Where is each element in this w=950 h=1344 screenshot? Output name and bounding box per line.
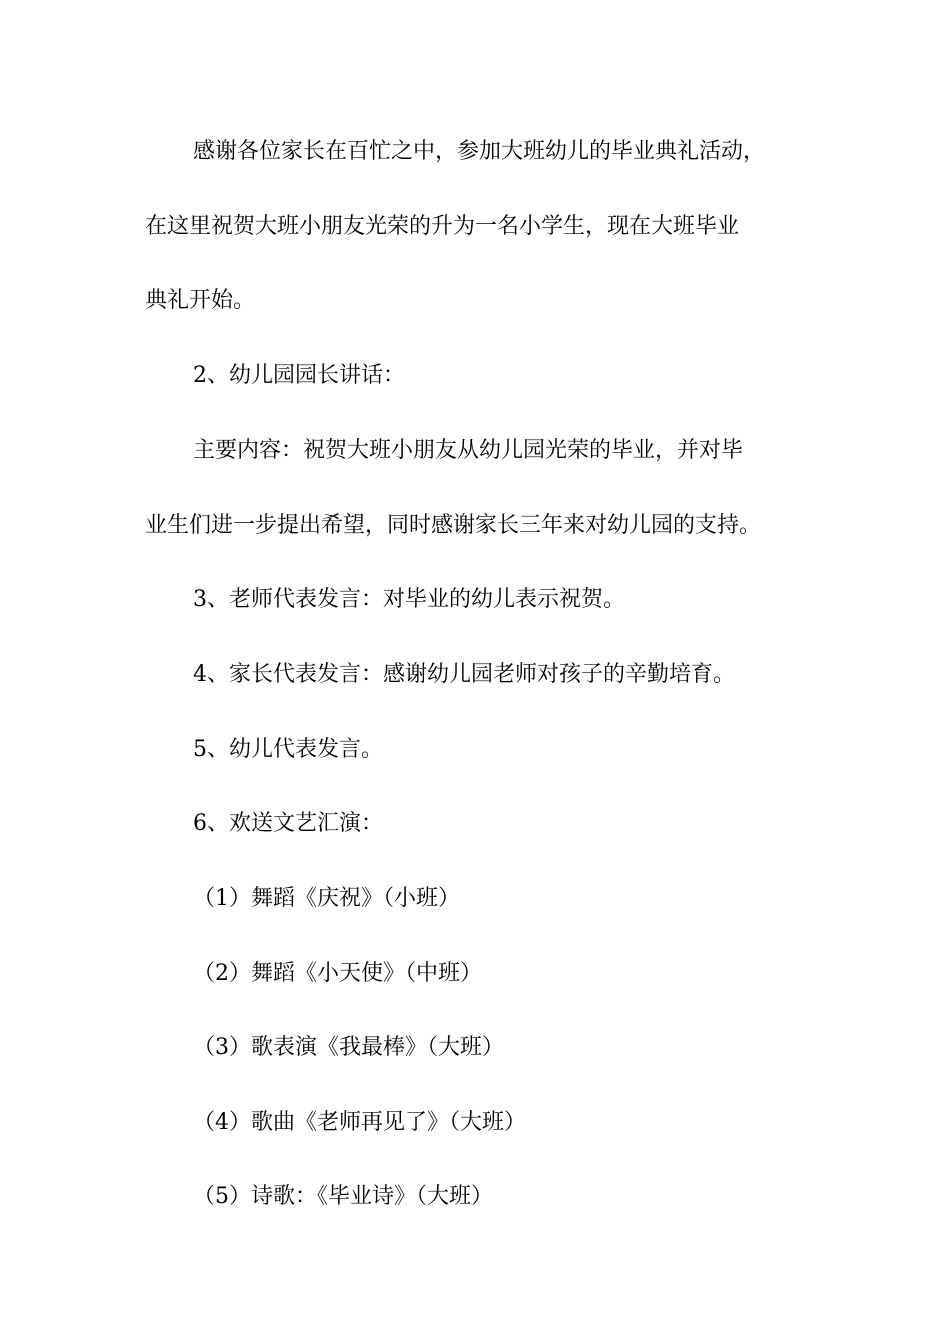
paragraph-intro-line-1: 感谢各位家长在百忙之中，参加大班幼儿的毕业典礼活动， [193, 139, 766, 164]
paragraph-main-content-line-1: 主要内容：祝贺大班小朋友从幼儿园光荣的毕业，并对毕 [193, 438, 744, 463]
performance-item-4: （4）歌曲《老师再见了》（大班） [193, 1110, 526, 1135]
performance-item-5: （5）诗歌：《毕业诗》（大班） [193, 1184, 493, 1209]
item-5: 5、幼儿代表发言。 [193, 737, 383, 762]
item-6-heading: 6、欢送文艺汇演： [193, 811, 383, 836]
performance-item-1: （1）舞蹈《庆祝》（小班） [193, 886, 460, 911]
performance-item-3: （3）歌表演《我最棒》（大班） [193, 1035, 504, 1060]
item-3: 3、老师代表发言：对毕业的幼儿表示祝贺。 [193, 587, 625, 612]
performance-item-2: （2）舞蹈《小天使》（中班） [193, 961, 482, 986]
item-4: 4、家长代表发言：感谢幼儿园老师对孩子的辛勤培育。 [193, 662, 735, 687]
item-2-heading: 2、幼儿园园长讲话： [193, 363, 405, 388]
paragraph-intro-line-2: 在这里祝贺大班小朋友光荣的升为一名小学生，现在大班毕业 [145, 214, 740, 239]
paragraph-main-content-line-2: 业生们进一步提出希望，同时感谢家长三年来对幼儿园的支持。 [145, 513, 762, 538]
paragraph-intro-line-3: 典礼开始。 [145, 288, 256, 313]
